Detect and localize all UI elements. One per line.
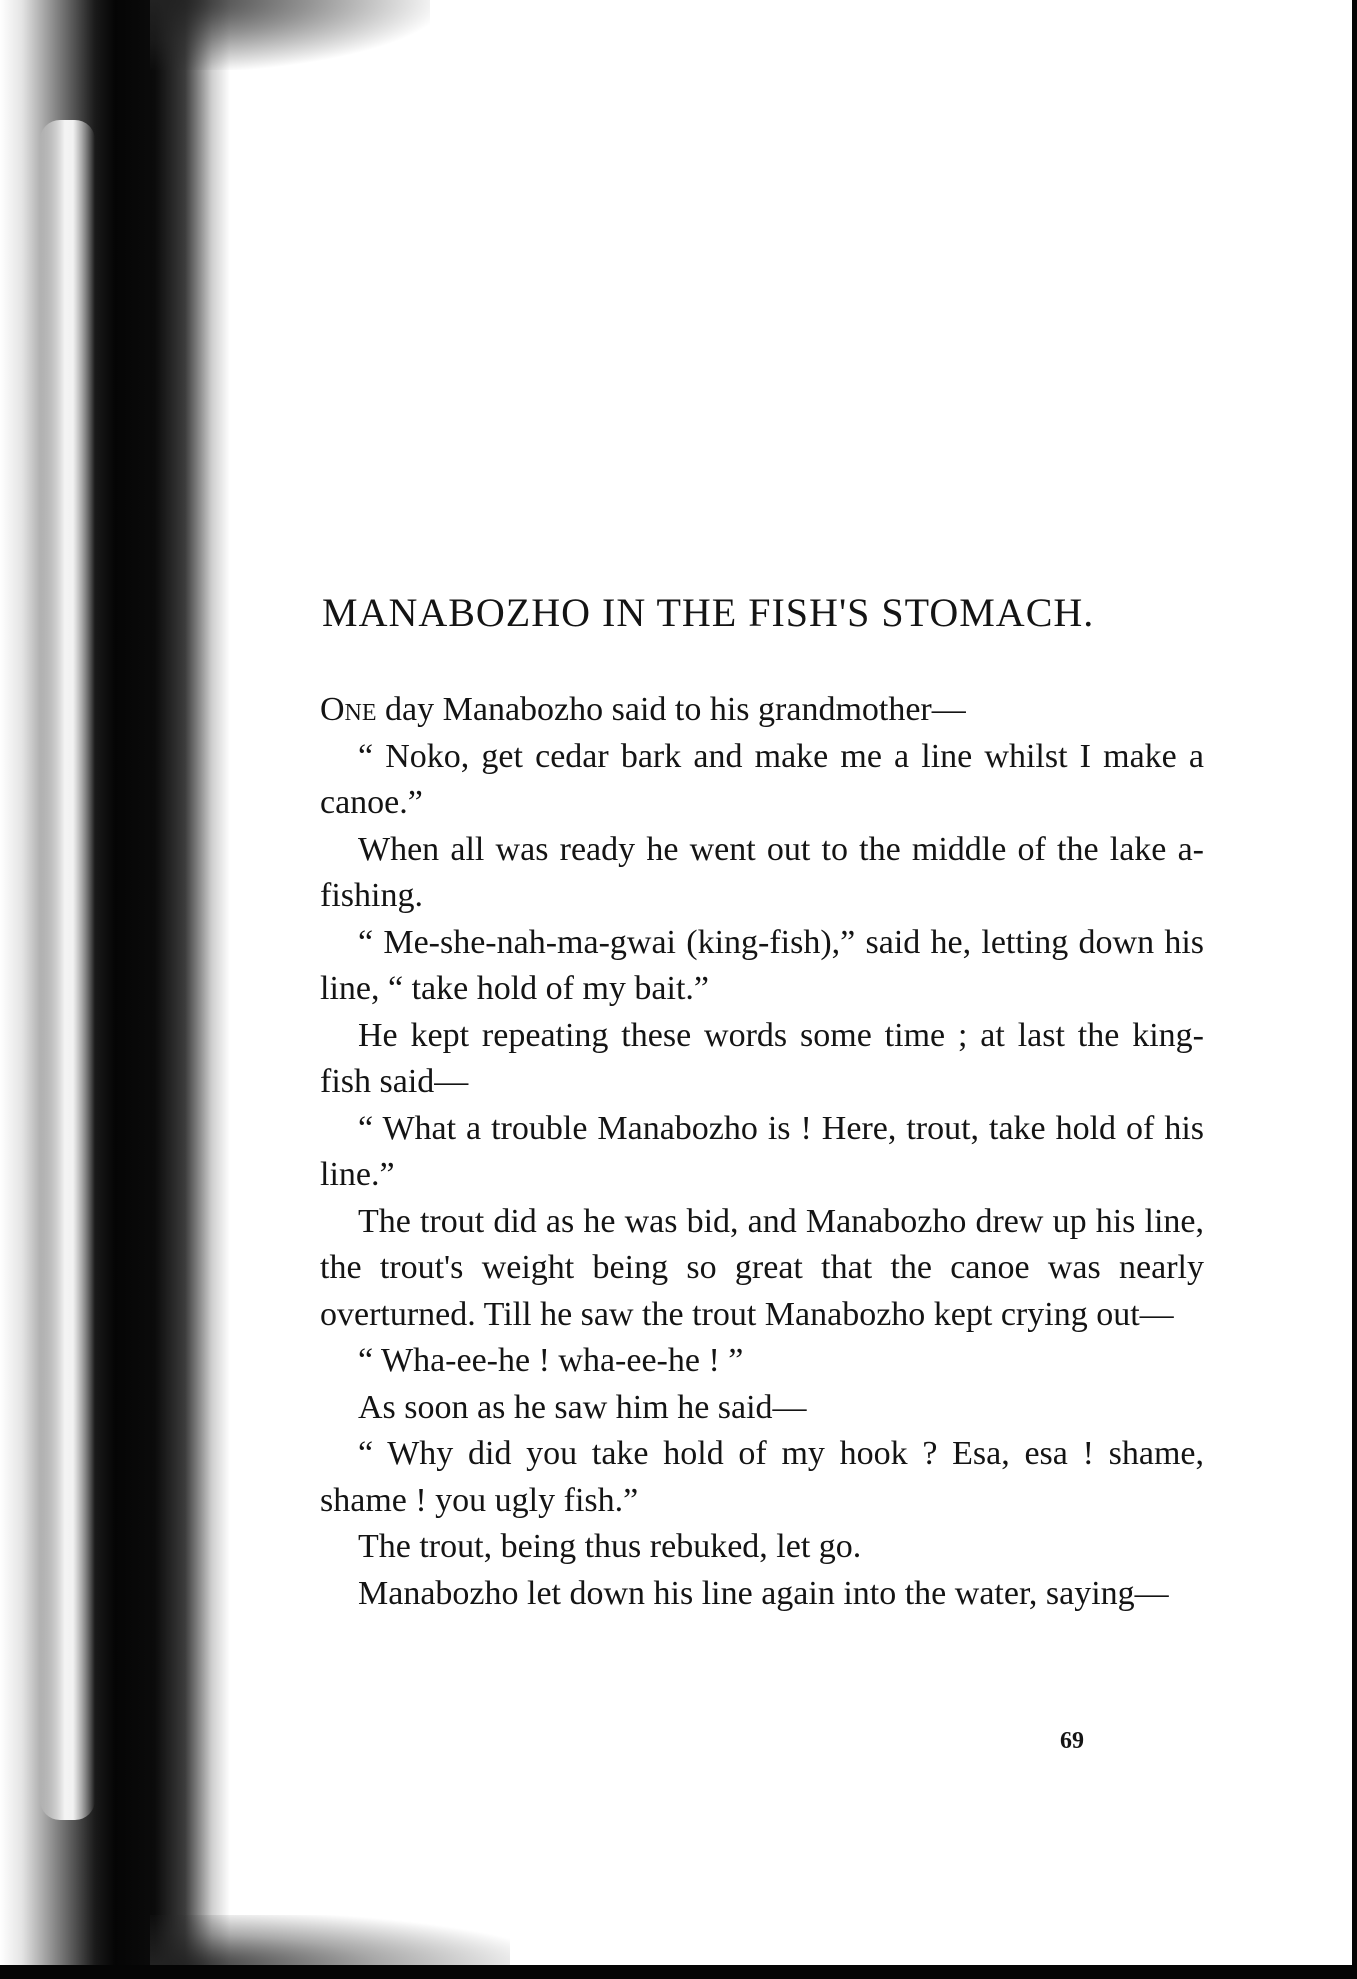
paragraph: As soon as he saw him he said— <box>358 1388 807 1426</box>
right-edge <box>1352 0 1357 1979</box>
paragraph: He kept repeating these words some time ; at last the king-fish said— <box>320 1016 1204 1100</box>
paragraph: “ What a trouble Manabozho is ! Here, trout, take hold of his line.” <box>320 1109 1204 1193</box>
page-number: 69 <box>1060 1728 1084 1754</box>
opening-text: day Manabozho said to his grandmother— <box>376 691 966 728</box>
top-edge-shadow <box>150 0 430 70</box>
bottom-edge-shadow <box>150 1915 510 1965</box>
bottom-edge <box>0 1965 1357 1979</box>
page-title: MANABOZHO IN THE FISH'S STOMACH. <box>322 590 1095 635</box>
paragraph: “ Me-she-nah-ma-gwai (king-fish),” said he, letting down his line, “ take hold of my bait.” <box>320 923 1204 1007</box>
paragraph: Manabozho let down his line again into the water, saying— <box>358 1574 1169 1612</box>
binding-highlight <box>40 120 95 1820</box>
paragraph: The trout, being thus rebuked, let go. <box>358 1528 862 1565</box>
opening-word: One <box>320 691 377 728</box>
paragraph: When all was ready he went out to the middle of the lake a-fishing. <box>320 830 1204 914</box>
binding-shadow <box>0 0 230 1979</box>
paragraph-opening <box>320 687 1204 734</box>
story-body <box>320 687 1204 1617</box>
paragraph: “ Wha-ee-he ! wha-ee-he ! ” <box>358 1342 744 1379</box>
paragraph: “ Why did you take hold of my hook ? Esa, esa ! shame, shame ! you ugly fish.” <box>320 1435 1204 1519</box>
paragraph: “ Noko, get cedar bark and make me a line whilst I make a canoe.” <box>320 737 1204 821</box>
paragraph: The trout did as he was bid, and Manabozho drew up his line, the trout's weight being so great that the canoe was nearly overturned. Till he saw the trout Manabozho kept crying out— <box>320 1202 1204 1333</box>
